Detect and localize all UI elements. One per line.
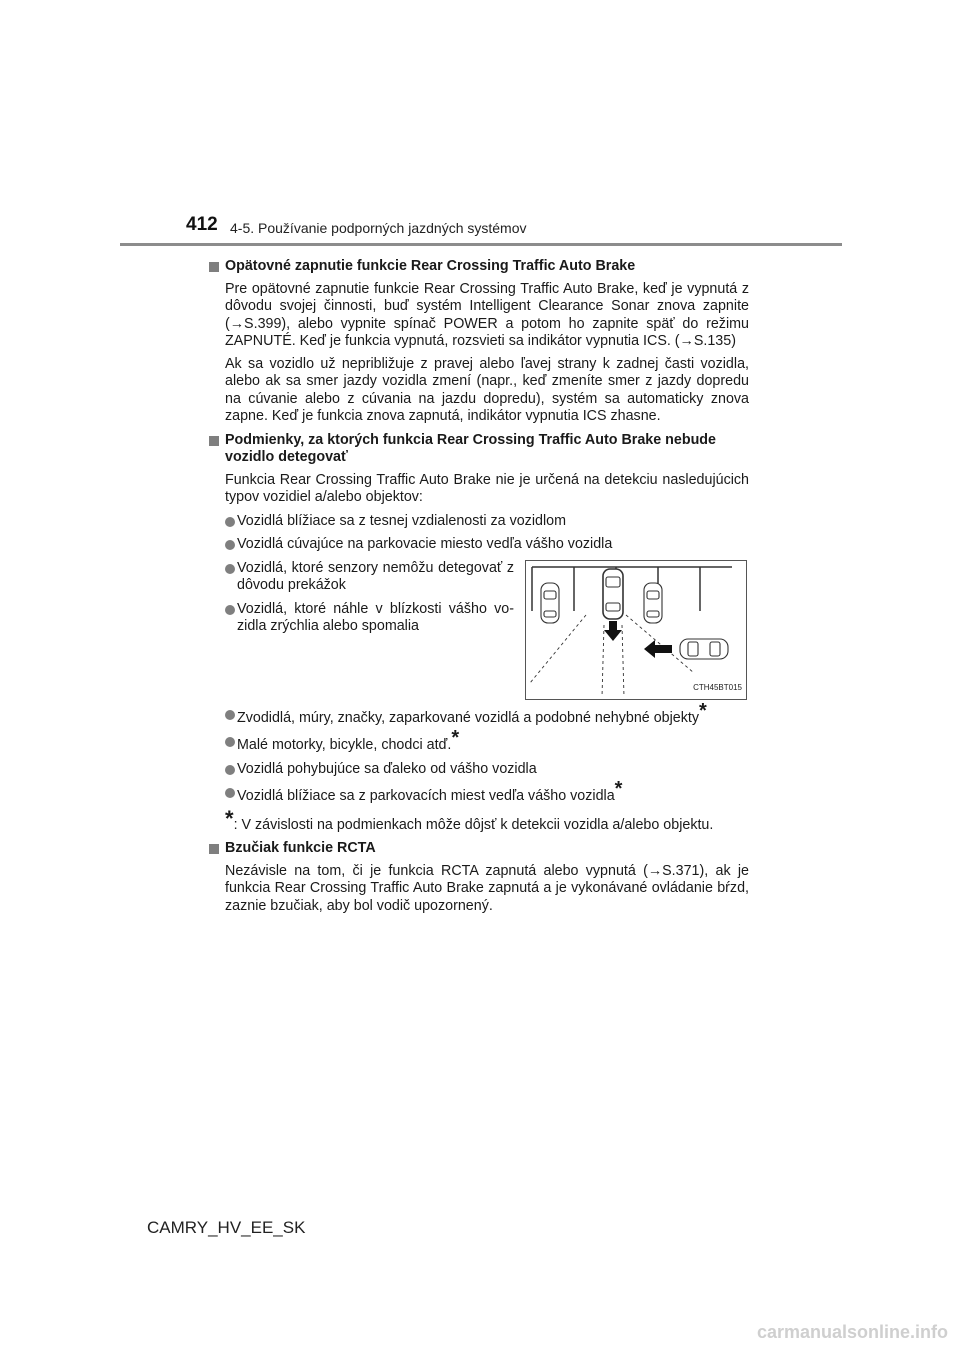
list-item xyxy=(209,513,749,531)
circle-bullet-icon xyxy=(225,605,235,615)
list-item xyxy=(209,761,749,779)
section-heading-buzzer xyxy=(209,840,749,858)
paragraph: Pre opätovné zapnutie funkcie Rear Crossing Traffic Auto Brake, keď je vypnutá z dôvodu svojej činnosti, buď systém Intelligent Clearance Sonar znova zapnite (→S.399), alebo vypnite spínač POWER a potom ho zapnite späť do režimu ZAPNUTÉ. Keď je funkcia vypnutá, rozsvieti sa indikátor vypnutia ICS. (→S.135) xyxy=(225,280,749,349)
list-item xyxy=(209,699,749,728)
section-heading-reenable xyxy=(209,258,749,276)
list-item xyxy=(209,536,749,554)
list-item xyxy=(209,601,514,636)
page-number: 412 xyxy=(186,214,218,235)
paragraph: Nezávisle na tom, či je funkcia RCTA zapnutá alebo vypnutá (→S.371), ak je funkcia Rear Crossing Traffic Auto Brake zapnutá a je vykonávané ovládanie bŕzd, zaznie bzučiak, aby bol vodič upozornený. xyxy=(225,862,749,914)
section-heading-conditions xyxy=(209,432,749,467)
chapter-title: 4-5. Používanie podporných jazdných systémov xyxy=(230,220,527,236)
list-item-text: Malé motorky, bicykle, chodci atď. xyxy=(237,737,452,753)
circle-bullet-icon xyxy=(225,737,235,747)
list-item-text: Vozidlá pohybujúce sa ďaleko od vášho vozidla xyxy=(237,760,537,777)
circle-bullet-icon xyxy=(225,517,235,527)
asterisk-mark: * xyxy=(699,699,707,722)
heading-text: Podmienky, za ktorých funkcia Rear Crossing Traffic Auto Brake nebude vozidlo detegovať xyxy=(225,431,716,465)
square-bullet-icon xyxy=(209,262,219,272)
list-item-text: Vozidlá blížiace sa z tesnej vzdialenosti za vozidlom xyxy=(237,512,566,529)
list-item-text: Zvodidlá, múry, značky, zaparkované vozidlá a podobné nehybné objekty xyxy=(237,709,700,726)
footnote-text: : V závislosti na podmienkach môže dôjsť k detekcii vozidla a/alebo objektu. xyxy=(233,816,714,833)
asterisk-mark: * xyxy=(451,727,460,749)
figure-side-list xyxy=(209,560,514,642)
heading-text: Opätovné zapnutie funkcie Rear Crossing Traffic Auto Brake xyxy=(225,258,636,274)
circle-bullet-icon xyxy=(225,710,235,720)
circle-bullet-icon xyxy=(225,788,235,798)
parking-diagram-figure xyxy=(525,560,747,700)
footnote xyxy=(209,805,749,835)
parking-diagram xyxy=(526,561,746,699)
figure-row xyxy=(209,560,749,700)
list-item xyxy=(209,560,514,595)
footnote-asterisk: * xyxy=(225,805,234,831)
list-item xyxy=(209,778,749,806)
list-item xyxy=(209,727,749,755)
heading-text: Bzučiak funkcie RCTA xyxy=(225,840,376,856)
page-content xyxy=(209,252,749,915)
figure-code: CTH45BT015 xyxy=(693,683,742,692)
square-bullet-icon xyxy=(209,844,219,854)
paragraph: Funkcia Rear Crossing Traffic Auto Brake nie je určená na detekciu nasledujúcich typov vozidiel a/alebo objektov: xyxy=(225,471,749,505)
list-item-text: Vozidlá, ktoré náhle v blízkosti vášho vozidla zrýchlia alebo spomalia xyxy=(237,600,514,634)
circle-bullet-icon xyxy=(225,540,235,550)
watermark: carmanualsonline.info xyxy=(756,1322,948,1342)
list-item-text: Vozidlá, ktoré senzory nemôžu detegovať z dôvodu prekážok xyxy=(237,559,514,593)
square-bullet-icon xyxy=(209,436,219,446)
list-item-text: Vozidlá cúvajúce na parkovacie miesto vedľa vášho vozidla xyxy=(237,536,613,552)
header-rule xyxy=(120,243,842,246)
circle-bullet-icon xyxy=(225,564,235,574)
list-item-text: Vozidlá blížiace sa z parkovacích miest vedľa vášho vozidla xyxy=(237,788,615,804)
model-code: CAMRY_HV_EE_SK xyxy=(147,1218,306,1237)
asterisk-mark: * xyxy=(614,778,623,800)
paragraph: Ak sa vozidlo už nepribližuje z pravej alebo ľavej strany k zadnej časti vozidla, alebo ak sa smer jazdy vozidla zmení (napr., keď zmeníte smer z jazdy dopredu na cúvanie alebo z cúvania na jazdu dopredu), systém sa automaticky znova zapne. Keď je funkcia znova zapnutá, indikátor vypnutia ICS zhasne. xyxy=(225,355,749,424)
circle-bullet-icon xyxy=(225,765,235,775)
